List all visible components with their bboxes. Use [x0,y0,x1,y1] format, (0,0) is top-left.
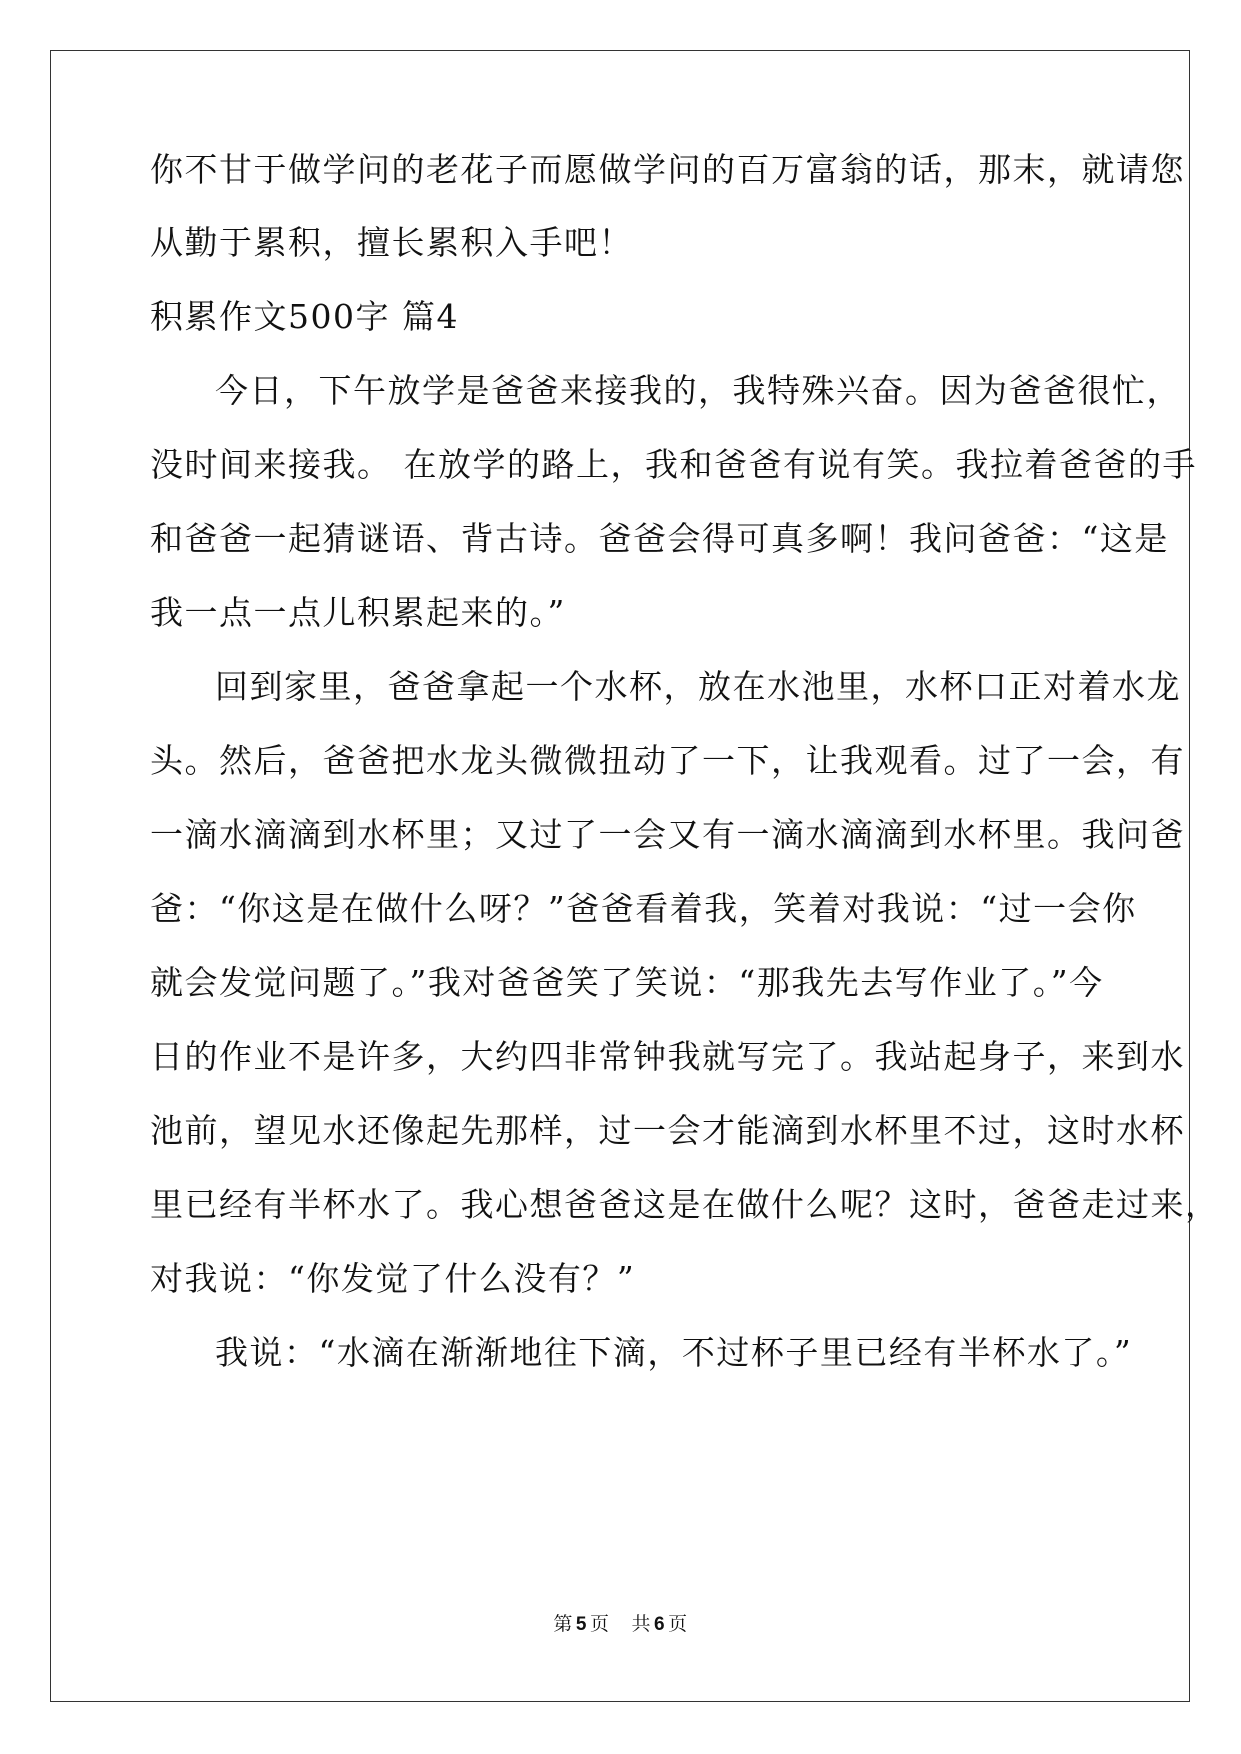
paragraph-line: 里已经有半杯水了。我心想爸爸这是在做什么呢？这时，爸爸走过来， [150,1185,1220,1224]
paragraph-line: 我说：“水滴在渐渐地往下滴，不过杯子里已经有半杯水了。” [215,1333,1133,1372]
paragraph-line: 今日，下午放学是爸爸来接我的，我特殊兴奋。因为爸爸很忙， [215,371,1181,410]
total-page-number: 6 [654,1614,666,1635]
paragraph-line: 和爸爸一起猜谜语、背古诗。爸爸会得可真多啊！我问爸爸：“这是 [150,519,1169,558]
current-page-number: 5 [575,1614,587,1635]
section-heading: 积累作文500字 篇4 [150,297,459,336]
paragraph-line: 一滴水滴滴到水杯里；又过了一会又有一滴水滴滴到水杯里。我问爸 [150,815,1185,854]
paragraph-line: 就会发觉问题了。”我对爸爸笑了笑说：“那我先去写作业了。”今 [150,963,1104,1002]
page-prefix: 第 [553,1613,573,1635]
paragraph-line: 从勤于累积，擅长累积入手吧！ [150,223,633,262]
paragraph-line: 你不甘于做学问的老花子而愿做学问的百万富翁的话，那末，就请您 [150,150,1185,189]
total-prefix: 共 [631,1613,652,1635]
paragraph-line: 对我说：“你发觉了什么没有？” [150,1259,636,1298]
paragraph-line: 没时间来接我。 在放学的路上，我和爸爸有说有笑。我拉着爸爸的手 [150,445,1197,484]
paragraph-line: 日的作业不是许多，大约四非常钟我就写完了。我站起身子，来到水 [150,1037,1185,1076]
paragraph-line: 池前，望见水还像起先那样，过一会才能滴到水杯里不过，这时水杯 [150,1111,1185,1150]
total-suffix: 页 [668,1613,688,1635]
paragraph-line: 我一点一点儿积累起来的。” [150,593,566,632]
page-suffix: 页 [589,1613,610,1635]
paragraph-line: 头。然后，爸爸把水龙头微微扭动了一下，让我观看。过了一会，有 [150,741,1185,780]
paragraph-line: 爸：“你这是在做什么呀？”爸爸看着我，笑着对我说：“过一会你 [150,889,1137,928]
paragraph-line: 回到家里，爸爸拿起一个水杯，放在水池里，水杯口正对着水龙 [215,667,1181,706]
page-footer [0,1612,1241,1637]
